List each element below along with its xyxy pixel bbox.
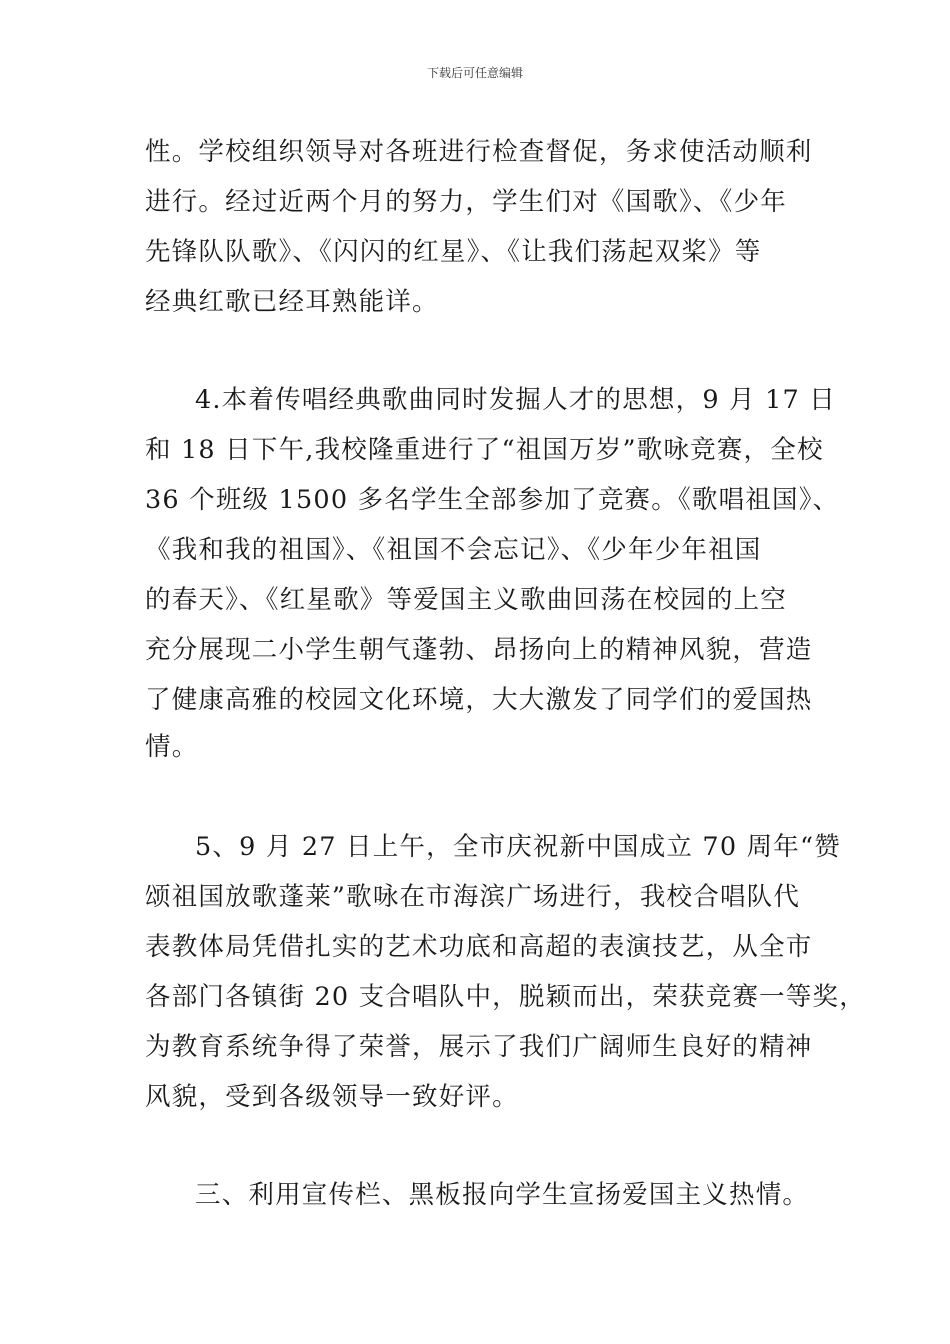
paragraph-1-line-1: 性。学校组织领导对各班进行检查督促，务求使活动顺利	[145, 137, 813, 167]
paragraph-2-line-3: 36 个班级 1500 多名学生全部参加了竞赛。《歌唱祖国》、	[145, 485, 840, 515]
paragraph-2-line-8: 情。	[145, 732, 199, 762]
paragraph-2-line-2: 和 18 日下午,我校隆重进行了“祖国万岁”歌咏竞赛，全校	[145, 435, 824, 465]
paragraph-1-line-2: 进行。经过近两个月的努力，学生们对《国歌》、《少年	[145, 187, 788, 217]
paragraph-2-line-4: 《我和我的祖国》、《祖国不会忘记》、《少年少年祖国	[145, 535, 762, 565]
paragraph-3-line-5: 为教育系统争得了荣誉，展示了我们广阔师生良好的精神	[145, 1032, 813, 1062]
paragraph-3-line-2: 颂祖国放歌蓬莱”歌咏在市海滨广场进行，我校合唱队代	[145, 882, 801, 912]
page-header: 下载后可任意编辑	[426, 66, 523, 80]
paragraph-3-line-1: 5、9 月 27 日上午，全市庆祝新中国成立 70 周年“赞	[195, 832, 841, 862]
paragraph-1-line-3: 先锋队队歌》、《闪闪的红星》、《让我们荡起双桨》等	[145, 237, 762, 267]
paragraph-3-line-3: 表教体局凭借扎实的艺术功底和高超的表演技艺，从全市	[145, 932, 813, 962]
paragraph-3-line-6: 风貌，受到各级领导一致好评。	[145, 1082, 519, 1112]
paragraph-2-line-7: 了健康高雅的校园文化环境，大大激发了同学们的爱国热	[145, 685, 813, 715]
section-heading: 三、利用宣传栏、黑板报向学生宣扬爱国主义热情。	[195, 1180, 810, 1210]
paragraph-2-line-6: 充分展现二小学生朝气蓬勃、昂扬向上的精神风貌，营造	[145, 635, 813, 665]
paragraph-2-line-5: 的春天》、《红星歌》等爱国主义歌曲回荡在校园的上空	[145, 585, 788, 615]
paragraph-1-line-4: 经典红歌已经耳熟能详。	[145, 287, 439, 317]
paragraph-3-line-4: 各部门各镇街 20 支合唱队中，脱颖而出，荣获竞赛一等奖，	[145, 982, 866, 1012]
paragraph-2-line-1: 4.本着传唱经典歌曲同时发掘人才的思想，9 月 17 日	[195, 385, 836, 415]
